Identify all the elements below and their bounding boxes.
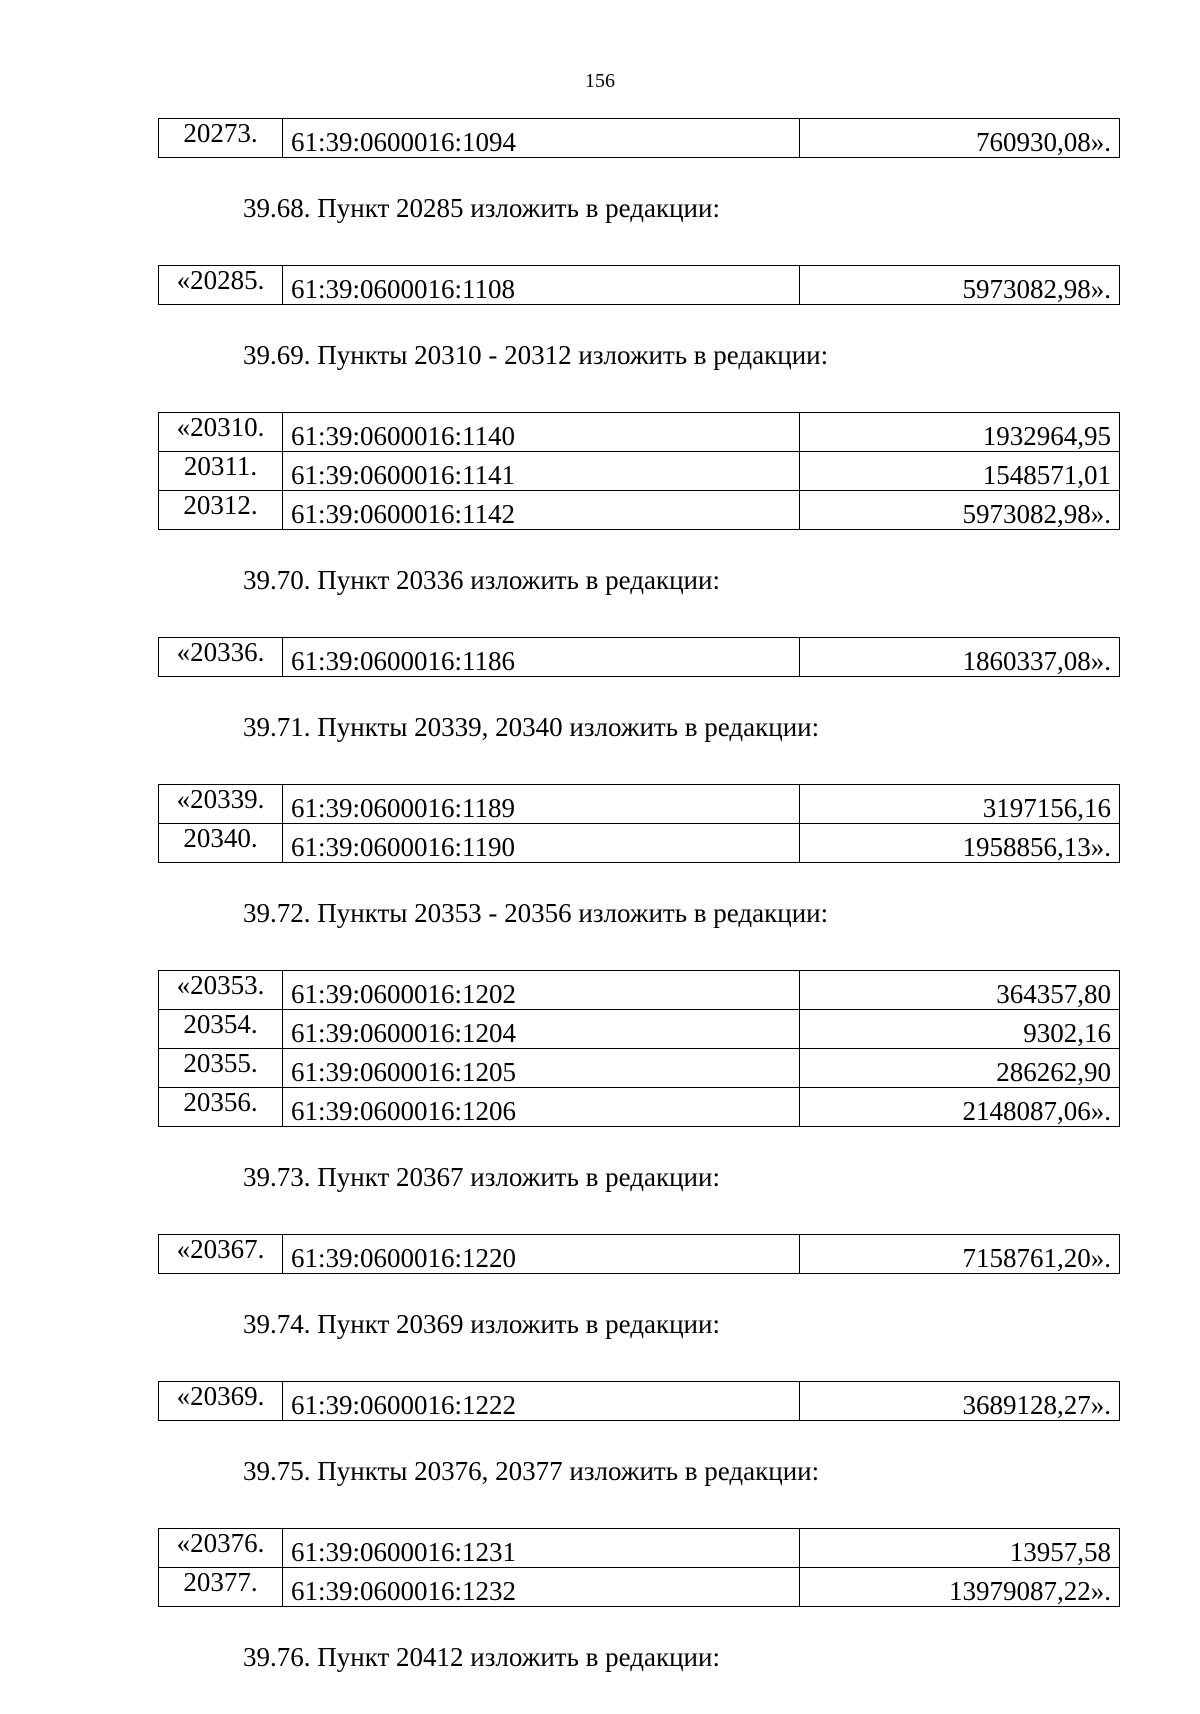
item-number-cell (159, 1382, 283, 1421)
item-number-cell (159, 491, 283, 530)
document-body (158, 118, 1120, 1714)
item-number-cell (159, 413, 283, 452)
registry-table (158, 412, 1120, 530)
cadastral-number-cell-text: 61:39:0600016:1190 (291, 832, 516, 862)
table-row (159, 1088, 1120, 1127)
cadastral-number-cell-text: 61:39:0600016:1204 (291, 1018, 517, 1048)
item-number-cell-text: 20355. (183, 1048, 258, 1078)
cadastral-value-cell (800, 1049, 1120, 1088)
cadastral-number-cell (283, 1088, 800, 1127)
cadastral-value-cell (800, 452, 1120, 491)
registry-table (158, 1528, 1120, 1607)
cadastral-number-cell-text: 61:39:0600016:1232 (291, 1576, 517, 1606)
cadastral-value-cell-text: 9302,16 (1023, 1018, 1111, 1048)
item-number-cell-text: 20354. (183, 1009, 258, 1039)
cadastral-number-cell-text: 61:39:0600016:1202 (291, 979, 517, 1009)
cadastral-number-cell (283, 1529, 800, 1568)
item-number-cell-text: «20367. (176, 1234, 265, 1264)
cadastral-number-cell-text: 61:39:0600016:1140 (291, 421, 516, 451)
cadastral-number-cell (283, 1235, 800, 1274)
item-number-cell-text: «20353. (176, 970, 265, 1000)
item-number-cell (159, 1529, 283, 1568)
table-row (159, 1049, 1120, 1088)
item-number-cell-text: «20285. (176, 265, 265, 295)
table-row (159, 119, 1120, 158)
table-row (159, 638, 1120, 677)
amendment-paragraph: 39.70. Пункт 20336 изложить в редакции: (243, 565, 720, 595)
registry-table (158, 970, 1120, 1127)
cadastral-value-cell-text: 1548571,01 (982, 460, 1111, 490)
cadastral-value-cell (800, 971, 1120, 1010)
cadastral-number-cell (283, 1049, 800, 1088)
amendment-paragraph: 39.69. Пункты 20310 - 20312 изложить в редакции: (243, 340, 829, 370)
table-row (159, 1235, 1120, 1274)
table-row (159, 785, 1120, 824)
amendment-paragraph: 39.75. Пункты 20376, 20377 изложить в редакции: (243, 1456, 820, 1486)
table-row (159, 1382, 1120, 1421)
cadastral-number-cell-text: 61:39:0600016:1189 (291, 793, 516, 823)
registry-table (158, 637, 1120, 677)
cadastral-number-cell (283, 1010, 800, 1049)
cadastral-number-cell (283, 413, 800, 452)
cadastral-number-cell (283, 266, 800, 305)
cadastral-number-cell-text: 61:39:0600016:1142 (291, 499, 516, 529)
cadastral-number-cell (283, 824, 800, 863)
table-row (159, 1010, 1120, 1049)
item-number-cell (159, 452, 283, 491)
amendment-paragraph: 39.76. Пункт 20412 изложить в редакции: (243, 1642, 720, 1672)
item-number-cell-text: 20356. (183, 1087, 258, 1117)
cadastral-number-cell-text: 61:39:0600016:1186 (291, 646, 516, 676)
cadastral-value-cell-text: 1932964,95 (982, 421, 1111, 451)
cadastral-value-cell (800, 824, 1120, 863)
table-row (159, 971, 1120, 1010)
cadastral-value-cell-text: 1860337,08». (962, 646, 1111, 676)
registry-table (158, 784, 1120, 863)
cadastral-value-cell (800, 785, 1120, 824)
cadastral-value-cell-text: 2148087,06». (962, 1096, 1111, 1126)
cadastral-value-cell (800, 1235, 1120, 1274)
cadastral-value-cell (800, 1568, 1120, 1607)
cadastral-value-cell (800, 119, 1120, 158)
cadastral-value-cell (800, 638, 1120, 677)
item-number-cell (159, 266, 283, 305)
cadastral-number-cell-text: 61:39:0600016:1220 (291, 1243, 517, 1273)
item-number-cell-text: «20369. (176, 1381, 265, 1411)
item-number-cell-text: 20340. (183, 823, 258, 853)
cadastral-value-cell-text: 286262,90 (996, 1057, 1111, 1087)
cadastral-number-cell (283, 785, 800, 824)
table-row (159, 452, 1120, 491)
cadastral-value-cell (800, 1010, 1120, 1049)
amendment-paragraph: 39.72. Пункты 20353 - 20356 изложить в редакции: (243, 898, 829, 928)
cadastral-value-cell-text: 3689128,27». (962, 1390, 1111, 1420)
cadastral-value-cell-text: 5973082,98». (962, 274, 1111, 304)
cadastral-number-cell-text: 61:39:0600016:1108 (291, 274, 516, 304)
amendment-paragraph: 39.71. Пункты 20339, 20340 изложить в редакции: (243, 712, 820, 742)
registry-table (158, 118, 1120, 158)
cadastral-value-cell-text: 760930,08». (976, 127, 1111, 157)
cadastral-number-cell-text: 61:39:0600016:1205 (291, 1057, 517, 1087)
cadastral-number-cell (283, 491, 800, 530)
cadastral-value-cell (800, 413, 1120, 452)
cadastral-number-cell (283, 971, 800, 1010)
item-number-cell-text: 20377. (183, 1567, 258, 1597)
item-number-cell-text: 20312. (183, 490, 258, 520)
registry-table (158, 1234, 1120, 1274)
cadastral-value-cell (800, 491, 1120, 530)
cadastral-value-cell (800, 1382, 1120, 1421)
page-number: 156 (585, 70, 615, 92)
item-number-cell-text: «20336. (176, 637, 265, 667)
registry-table (158, 265, 1120, 305)
table-row (159, 1529, 1120, 1568)
item-number-cell (159, 1235, 283, 1274)
amendment-paragraph: 39.74. Пункт 20369 изложить в редакции: (243, 1309, 720, 1339)
cadastral-number-cell (283, 1382, 800, 1421)
cadastral-value-cell (800, 1529, 1120, 1568)
item-number-cell-text: «20310. (176, 412, 265, 442)
table-row (159, 824, 1120, 863)
item-number-cell (159, 1088, 283, 1127)
cadastral-number-cell (283, 638, 800, 677)
cadastral-number-cell (283, 1568, 800, 1607)
item-number-cell (159, 1568, 283, 1607)
cadastral-value-cell-text: 7158761,20». (962, 1243, 1111, 1273)
registry-table (158, 1381, 1120, 1421)
cadastral-number-cell-text: 61:39:0600016:1141 (291, 460, 516, 490)
cadastral-number-cell-text: 61:39:0600016:1222 (291, 1390, 517, 1420)
table-row (159, 266, 1120, 305)
amendment-paragraph: 39.73. Пункт 20367 изложить в редакции: (243, 1162, 720, 1192)
cadastral-number-cell (283, 452, 800, 491)
item-number-cell-text: «20376. (176, 1528, 265, 1558)
amendment-paragraph: 39.68. Пункт 20285 изложить в редакции: (243, 193, 720, 223)
cadastral-value-cell-text: 364357,80 (996, 979, 1111, 1009)
cadastral-value-cell-text: 13957,58 (1009, 1537, 1111, 1567)
table-row (159, 491, 1120, 530)
cadastral-number-cell (283, 119, 800, 158)
item-number-cell (159, 824, 283, 863)
item-number-cell-text: «20339. (176, 784, 265, 814)
cadastral-value-cell (800, 1088, 1120, 1127)
item-number-cell (159, 638, 283, 677)
item-number-cell-text: 20273. (183, 118, 258, 148)
item-number-cell (159, 119, 283, 158)
cadastral-value-cell-text: 3197156,16 (982, 793, 1111, 823)
table-row (159, 413, 1120, 452)
cadastral-number-cell-text: 61:39:0600016:1231 (291, 1537, 517, 1567)
cadastral-value-cell-text: 5973082,98». (962, 499, 1111, 529)
item-number-cell (159, 785, 283, 824)
item-number-cell-text: 20311. (183, 451, 258, 481)
cadastral-value-cell-text: 1958856,13». (962, 832, 1111, 862)
item-number-cell (159, 971, 283, 1010)
cadastral-value-cell (800, 266, 1120, 305)
cadastral-value-cell-text: 13979087,22». (949, 1576, 1111, 1606)
item-number-cell (159, 1010, 283, 1049)
table-row (159, 1568, 1120, 1607)
cadastral-number-cell-text: 61:39:0600016:1094 (291, 127, 517, 157)
item-number-cell (159, 1049, 283, 1088)
cadastral-number-cell-text: 61:39:0600016:1206 (291, 1096, 517, 1126)
